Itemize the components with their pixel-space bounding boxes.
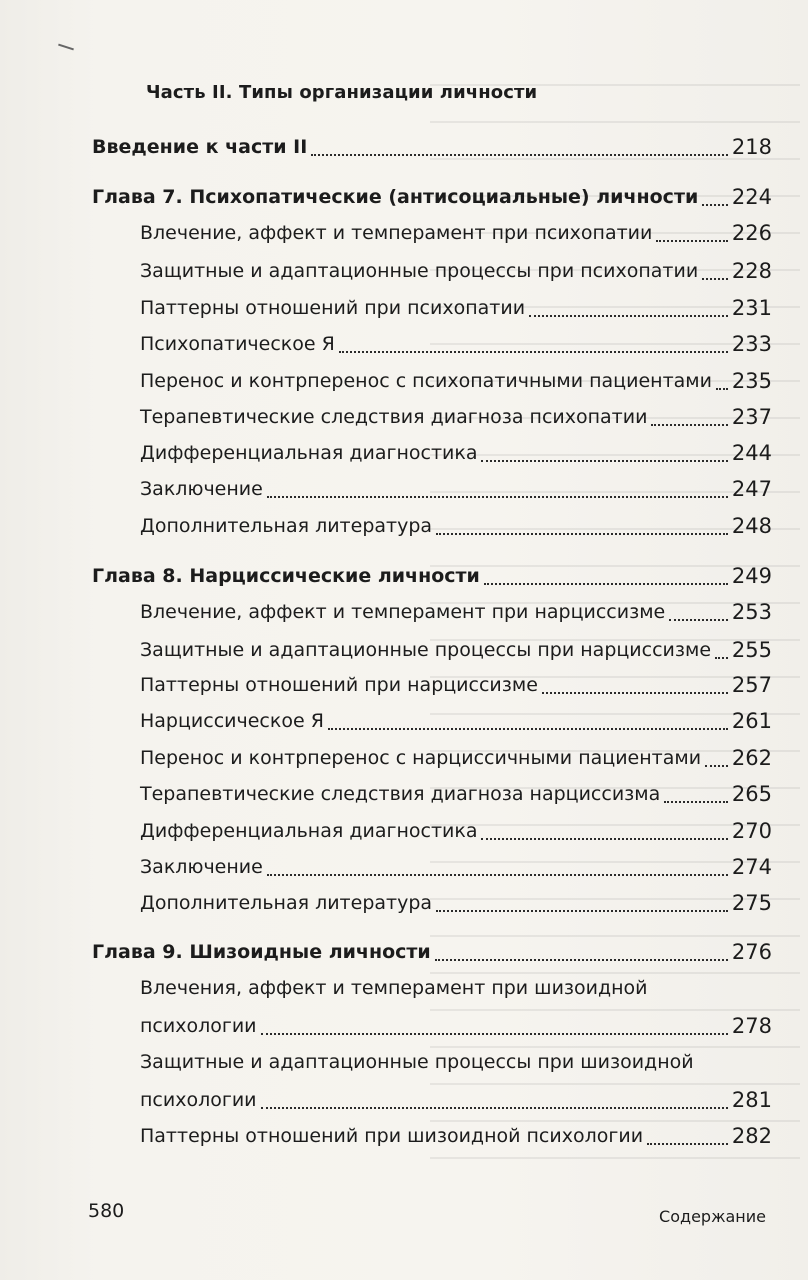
- toc-entry-page: 253: [731, 600, 772, 624]
- toc-section-entry: [0, 636, 808, 664]
- toc-section-entry: [0, 1048, 808, 1076]
- dot-leader: [311, 126, 728, 156]
- toc-section-entry: [0, 294, 808, 322]
- toc-section-entry: [0, 475, 808, 503]
- toc-entry-page: 231: [731, 296, 772, 320]
- toc-entry-title: Защитные и адаптационные процессы при психопатии: [140, 260, 699, 282]
- dot-leader: [542, 664, 728, 694]
- toc-entry-page: 262: [731, 746, 772, 770]
- toc-entry-title: Паттерны отношений при психопатии: [140, 297, 526, 319]
- toc-entry-page: 247: [731, 477, 772, 501]
- dot-leader: [656, 212, 728, 242]
- toc-entry-title: Паттерны отношений при нарциссизме: [140, 674, 538, 696]
- dot-leader: [664, 773, 728, 803]
- toc-entry-title: Психопатическое Я: [140, 333, 335, 355]
- toc-entry-title: Терапевтические следствия диагноза нарциссизма: [140, 783, 661, 805]
- dot-leader: [261, 1005, 728, 1035]
- toc-entry-title: Дифференциальная диагностика: [140, 820, 478, 842]
- toc-entry-page: 282: [731, 1124, 772, 1148]
- part-title: Часть II. Типы организации личности: [146, 82, 538, 103]
- toc-chapter-entry: [0, 133, 808, 161]
- toc-entry-page: 248: [731, 514, 772, 538]
- dot-leader: [328, 700, 728, 730]
- toc-entry-page: 278: [731, 1014, 772, 1038]
- toc-entry-title: Паттерны отношений при шизоидной психологии: [140, 1125, 644, 1147]
- toc-entry-page: 257: [731, 673, 772, 697]
- toc-entry-title: Глава 8. Нарциссические личности: [92, 565, 480, 587]
- toc-chapter-entry: [0, 562, 808, 590]
- toc-entry-page: 224: [731, 185, 772, 209]
- toc-entry-title: Глава 9. Шизоидные личности: [92, 941, 431, 963]
- toc-entry-page: 255: [731, 638, 772, 662]
- toc-entry-page: 261: [731, 709, 772, 733]
- page-number: 580: [88, 1200, 125, 1222]
- dot-leader: [669, 591, 728, 621]
- toc-entry-title: Нарциссическое Я: [140, 710, 324, 732]
- toc-entry-title: Влечение, аффект и темперамент при психопатии: [140, 222, 653, 244]
- dot-leader: [484, 555, 728, 585]
- toc-entry-page: 276: [731, 940, 772, 964]
- toc-entry-title: Влечение, аффект и темперамент при нарциссизме: [140, 601, 666, 623]
- toc-entry-page: 265: [731, 782, 772, 806]
- toc-entry-title: Заключение: [140, 856, 263, 878]
- toc-entry-title: Заключение: [140, 478, 263, 500]
- toc-entry-page: 244: [731, 441, 772, 465]
- dot-leader: [267, 846, 728, 876]
- toc-chapter-entry: [0, 183, 808, 211]
- toc-entry-title: психологии: [140, 1015, 257, 1037]
- toc-entry-title: Дифференциальная диагностика: [140, 442, 478, 464]
- toc-entry-title: Дополнительная литература: [140, 892, 433, 914]
- dot-leader: [715, 629, 728, 659]
- dot-leader: [702, 250, 728, 280]
- dot-leader: [705, 737, 728, 767]
- toc-entry-title: Терапевтические следствия диагноза психопатии: [140, 406, 648, 428]
- toc-entry-title: Введение к части II: [92, 136, 308, 158]
- toc-section-entry: [0, 853, 808, 881]
- dot-leader: [436, 882, 728, 912]
- toc-entry-title: Перенос и контрперенос с нарциссичными пациентами: [140, 747, 702, 769]
- toc-section-entry: [0, 439, 808, 467]
- toc-entry-page: 233: [731, 332, 772, 356]
- toc-entry-page: 281: [731, 1088, 772, 1112]
- toc-section-entry: [0, 817, 808, 845]
- toc-section-entry: [0, 219, 808, 247]
- toc-section-entry: [0, 1122, 808, 1150]
- toc-section-entry: [0, 330, 808, 358]
- dot-leader: [339, 323, 728, 353]
- dot-leader: [647, 1115, 728, 1145]
- toc-entry-page: 228: [731, 259, 772, 283]
- toc-section-entry: [0, 707, 808, 735]
- toc-entry-page: 249: [731, 564, 772, 588]
- toc-entry-page: 235: [731, 369, 772, 393]
- running-title: Содержание: [659, 1207, 766, 1226]
- toc-entry-page: 226: [731, 221, 772, 245]
- dot-leader: [261, 1079, 728, 1109]
- dot-leader: [435, 931, 728, 961]
- toc-entry-title: Глава 7. Психопатические (антисоциальные) личности: [92, 186, 699, 208]
- toc-entry-title: Перенос и контрперенос с психопатичными пациентами: [140, 370, 712, 392]
- toc-entry-title: психологии: [140, 1089, 257, 1111]
- toc-section-entry: [0, 403, 808, 431]
- toc-entry-title: Влечения, аффект и темперамент при шизоидной: [140, 977, 648, 999]
- toc-chapter-entry: [0, 938, 808, 966]
- toc-section-entry: [0, 1012, 808, 1040]
- toc-entry-title: Защитные и адаптационные процессы при нарциссизме: [140, 639, 712, 661]
- toc-section-entry: [0, 367, 808, 395]
- toc-entry-page: 218: [731, 135, 772, 159]
- dot-leader: [702, 176, 728, 206]
- dot-leader: [651, 396, 727, 426]
- toc-entry-page: 274: [731, 855, 772, 879]
- dot-leader: [267, 468, 728, 498]
- pencil-mark: [58, 44, 74, 51]
- toc-entry-title: Защитные и адаптационные процессы при шизоидной: [140, 1051, 694, 1073]
- toc-entry-page: 275: [731, 891, 772, 915]
- dot-leader: [529, 287, 728, 317]
- toc-entry-page: 270: [731, 819, 772, 843]
- dot-leader: [481, 432, 727, 462]
- toc-section-entry: [0, 1086, 808, 1114]
- dot-leader: [436, 505, 728, 535]
- toc-section-entry: [0, 889, 808, 917]
- toc-section-entry: [0, 671, 808, 699]
- dot-leader: [716, 360, 728, 390]
- toc-section-entry: [0, 974, 808, 1002]
- toc-section-entry: [0, 744, 808, 772]
- toc-entry-page: 237: [731, 405, 772, 429]
- toc-section-entry: [0, 780, 808, 808]
- dot-leader: [481, 810, 727, 840]
- toc-section-entry: [0, 598, 808, 626]
- toc-section-entry: [0, 512, 808, 540]
- toc-section-entry: [0, 257, 808, 285]
- toc-entry-title: Дополнительная литература: [140, 515, 433, 537]
